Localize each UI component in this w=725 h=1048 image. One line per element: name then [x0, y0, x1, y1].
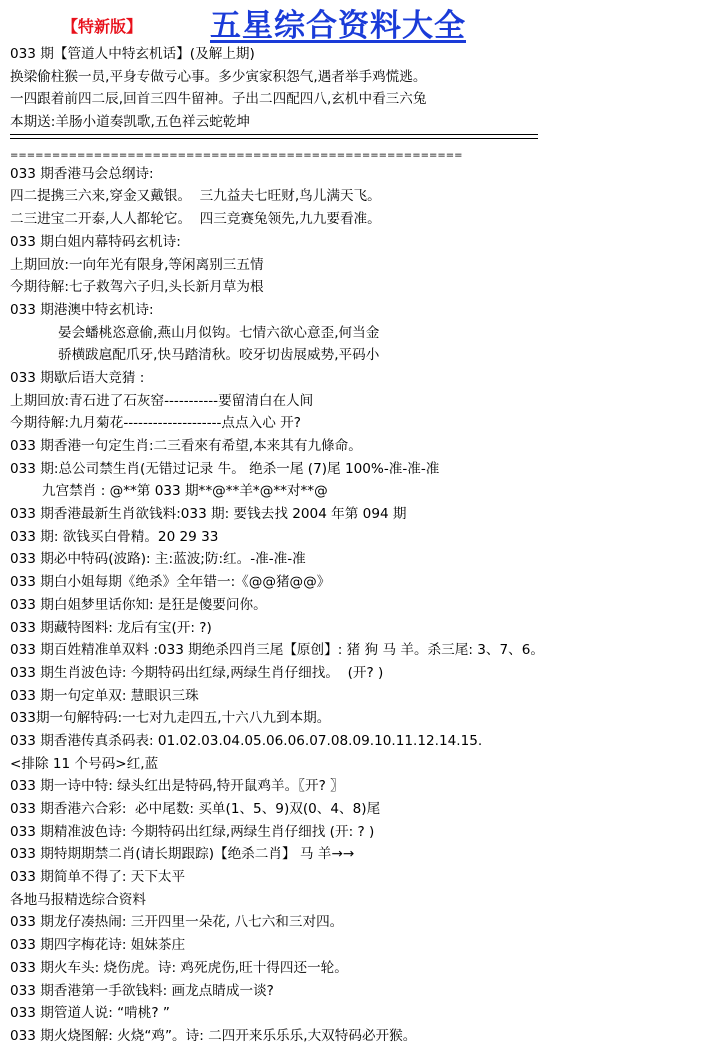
text-line: 033 期一诗中特: 绿头红出是特码,特开鼠鸡羊。〖开? 〗: [10, 778, 344, 795]
text-line: 033 期火车头: 烧伤虎。诗: 鸡死虎伤,旺十得四还一轮。: [10, 959, 348, 976]
text-line: 各地马报精选综合资料: [10, 891, 146, 908]
text-line: 033 期精准波色诗: 今期特码出红绿,两绿生肖仔细找 (开: ? ): [10, 823, 375, 840]
text-line: 换梁偷柱猴一员,平身专做亏心事。多少寅家积怨气,遇者举手鸡慌逃。: [10, 68, 427, 85]
text-line: <排除 11 个号码>红,蓝: [10, 755, 159, 772]
page-header: [0, 0, 725, 44]
text-line: 033 期港澳中特玄机诗:: [10, 301, 154, 318]
equals-separator: ======================================================: [10, 149, 463, 161]
text-line: 二三进宝二开泰,人人都轮它。 四三竞赛兔领先,九九要看准。: [10, 211, 381, 228]
text-line: 033 期香港马会总纲诗:: [10, 165, 154, 182]
text-line: 033 期一句定单双: 慧眼识三珠: [10, 687, 199, 704]
document-body: [10, 43, 715, 1048]
text-line: 033 期四字梅花诗: 姐妹茶庄: [10, 937, 186, 954]
jiugong-line: 九宫禁肖 : @**第 033 期**@**羊*@**对**@: [42, 483, 328, 500]
poem-line: 骄横跋扈配爪牙,快马踏清秋。咬牙切齿展威势,平码小: [58, 347, 380, 364]
text-line: 今期待解:七子救驾六子归,头长新月草为根: [10, 279, 264, 296]
text-line: 033 期歇后语大竞猜 :: [10, 369, 145, 386]
text-line: 033 期白小姐每期《绝杀》全年错一:《@@猪@@》: [10, 574, 331, 591]
text-line: 033 期生肖波色诗: 今期特码出红绿,两绿生肖仔细找。 (开? ): [10, 664, 384, 681]
text-line: 033 期【管道人中特玄机话】(及解上期): [10, 46, 255, 62]
text-line: 033 期香港一句定生肖:二三看來有希望,本来其有九條命。: [10, 438, 362, 454]
text-line: 四二提携三六来,穿金又戴银。 三九益夫七旺财,鸟儿满天飞。: [10, 188, 381, 205]
spacer: [10, 139, 715, 149]
text-line: 033 期火烧图解: 火烧“鸡”。诗: 二四开来乐乐乐,大双特码必开猴。: [10, 1027, 417, 1044]
poem-line: 晏会蟠桃恣意偷,燕山月似钩。七情六欲心意歪,何当金: [58, 324, 380, 341]
text-line: 033 期香港传真杀码表: 01.02.03.04.05.06.06.07.08.09.10.11.12.14.15.: [10, 732, 483, 749]
text-line: 033 期香港六合彩: 必中尾数: 买单(1、5、9)双(0、4、8)尾: [10, 801, 381, 817]
text-line: 今期待解:九月菊花--------------------点点入心 开?: [10, 415, 301, 432]
text-line: 上期回放:青石进了石灰窑-----------要留清白在人间: [10, 392, 314, 409]
edition-badge: 【特新版】: [62, 17, 143, 36]
text-line: 本期送:羊肠小道奏凯歌,五色祥云蛇乾坤: [10, 114, 250, 131]
text-line: 033 期龙仔凑热闹: 三开四里一朵花, 八七六和三对四。: [10, 914, 344, 931]
text-line: 033 期必中特码(波路): 主:蓝波;防:红。-准-准-准: [10, 551, 306, 568]
text-line: 033 期: 欲钱买白骨精。20 29 33: [10, 528, 219, 545]
page-title: 五星综合资料大全: [210, 8, 466, 44]
text-line: 033 期藏特图料: 龙后有宝(开: ?): [10, 619, 212, 636]
text-line: 一四跟着前四二辰,回首三四牛留神。子出二四配四八,玄机中看三六兔: [10, 91, 427, 108]
text-line: 033 期简单不得了: 天下太平: [10, 869, 186, 886]
text-line: 033 期百姓精准单双料 :033 期绝杀四肖三尾【原创】: 猪 狗 马 羊。杀三尾: 3、7、6。: [10, 642, 544, 659]
text-line: 033 期香港第一手欲钱料: 画龙点睛成一谈?: [10, 982, 274, 999]
text-line: 033 期特期期禁二肖(请长期跟踪)【绝杀二肖】 马 羊→→: [10, 846, 355, 863]
text-line: 033 期白姐内幕特码玄机诗:: [10, 233, 181, 250]
text-line: 033 期:总公司禁生肖(无错过记录 牛。 绝杀一尾 (7)尾 100%-准-准-准: [10, 460, 440, 477]
text-line: 033期一句解特码:一七对九走四五,十六八九到本期。: [10, 710, 331, 727]
text-line: 033 期管道人说: “啃桃? ”: [10, 1005, 170, 1022]
text-line: 033 期香港最新生肖欲钱料:033 期: 要钱去找 2004 年第 094 期: [10, 506, 407, 523]
text-line: 033 期白姐梦里话你知: 是狂是傻要问你。: [10, 596, 267, 613]
text-line: 上期回放:一向年光有限身,等闲离别三五情: [10, 256, 264, 273]
